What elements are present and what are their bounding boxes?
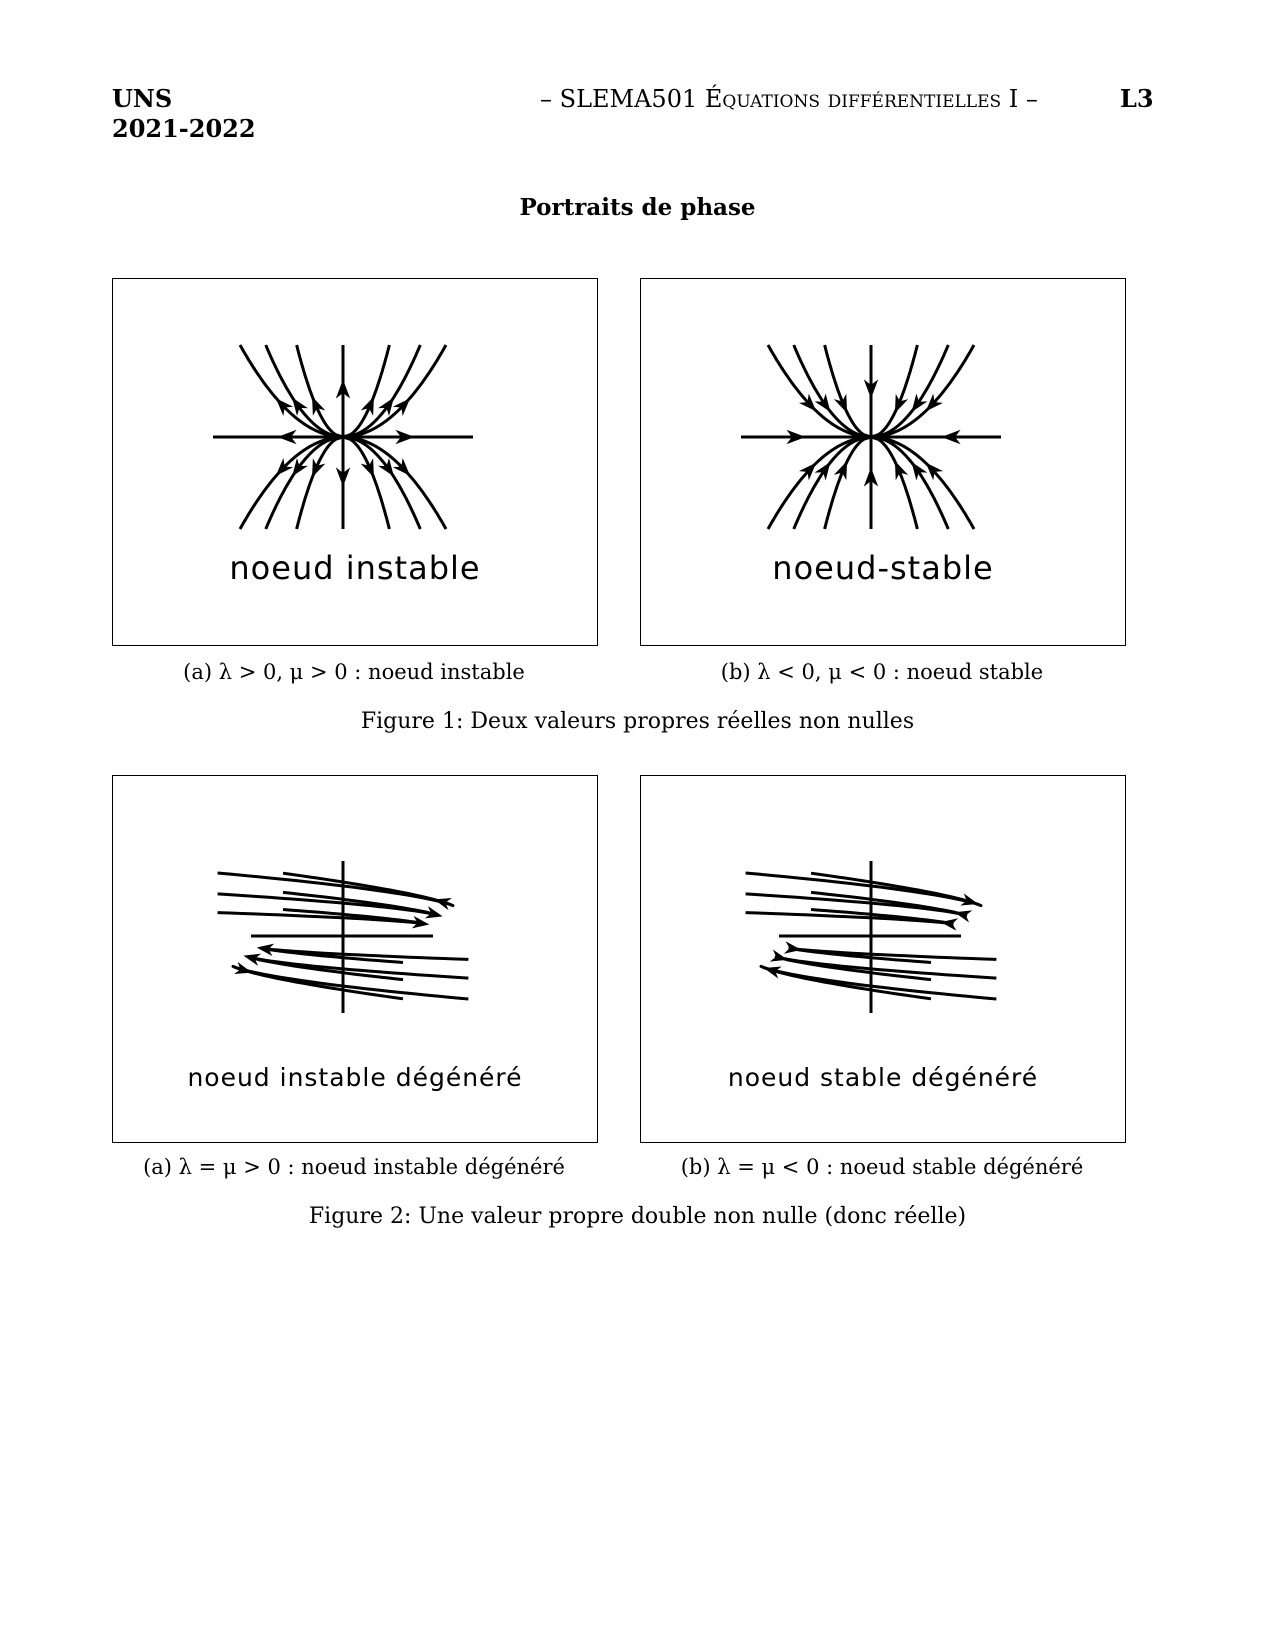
trajectory-curve bbox=[240, 437, 343, 529]
figure2-panel-a bbox=[112, 775, 598, 1143]
arrow-head bbox=[911, 462, 927, 481]
arrow-head bbox=[784, 941, 802, 953]
figure2-panel-b bbox=[640, 775, 1126, 1143]
page-title: Portraits de phase bbox=[519, 194, 756, 221]
header-university: UNS bbox=[112, 84, 173, 113]
figure1-caption: Figure 1: Deux valeurs propres réelles non nulles bbox=[360, 709, 915, 734]
panel-label-degenerate-unstable: noeud instable dégénéré bbox=[187, 1063, 523, 1092]
trajectory-curve bbox=[768, 437, 871, 529]
arrow-head bbox=[911, 394, 927, 413]
panel-label-node-stable: noeud-stable bbox=[772, 549, 994, 587]
figure1-panel-b bbox=[640, 278, 1126, 646]
node-unstable-diagram bbox=[113, 279, 597, 645]
figure1-caption-a: (a) λ > 0, μ > 0 : noeud instable bbox=[183, 660, 525, 684]
header-year: 2021-2022 bbox=[112, 114, 256, 143]
figure1-caption-b: (b) λ < 0, μ < 0 : noeud stable bbox=[720, 660, 1044, 684]
arrow-head bbox=[815, 394, 831, 413]
trajectory-curve bbox=[746, 873, 981, 906]
trajectory-curve bbox=[233, 966, 468, 999]
header-level: L3 bbox=[1120, 84, 1154, 113]
figure2-caption-b: (b) λ = μ < 0 : noeud stable dégénéré bbox=[680, 1155, 1084, 1179]
trajectory-curve bbox=[746, 910, 953, 924]
trajectory-curve bbox=[218, 910, 425, 924]
figure2-caption-a: (a) λ = μ > 0 : noeud instable dégénéré bbox=[143, 1155, 565, 1179]
figure1-panel-a bbox=[112, 278, 598, 646]
trajectory-curve bbox=[343, 437, 446, 529]
trajectory-curve bbox=[761, 966, 996, 999]
arrow-head bbox=[770, 949, 788, 961]
arrow-head bbox=[815, 462, 831, 481]
trajectory-curve bbox=[240, 345, 343, 437]
arrow-head bbox=[954, 910, 972, 922]
node-stable-diagram bbox=[641, 279, 1125, 645]
trajectory-curve bbox=[218, 873, 453, 906]
trajectory-curve bbox=[343, 345, 446, 437]
trajectory-curve bbox=[871, 437, 974, 529]
header-course: – SLEMA501 Équations différentielles I – bbox=[540, 85, 1038, 113]
panel-label-degenerate-stable: noeud stable dégénéré bbox=[727, 1063, 1039, 1092]
trajectory-curve bbox=[871, 345, 974, 437]
trajectory-curve bbox=[790, 948, 997, 962]
figure2-caption: Figure 2: Une valeur propre double non nulle (donc réelle) bbox=[308, 1204, 967, 1229]
panel-label-node-unstable: noeud instable bbox=[229, 549, 481, 587]
trajectory-curve bbox=[262, 948, 469, 962]
header-institution bbox=[112, 84, 256, 144]
arrow-head bbox=[941, 918, 959, 930]
trajectory-curve bbox=[768, 345, 871, 437]
